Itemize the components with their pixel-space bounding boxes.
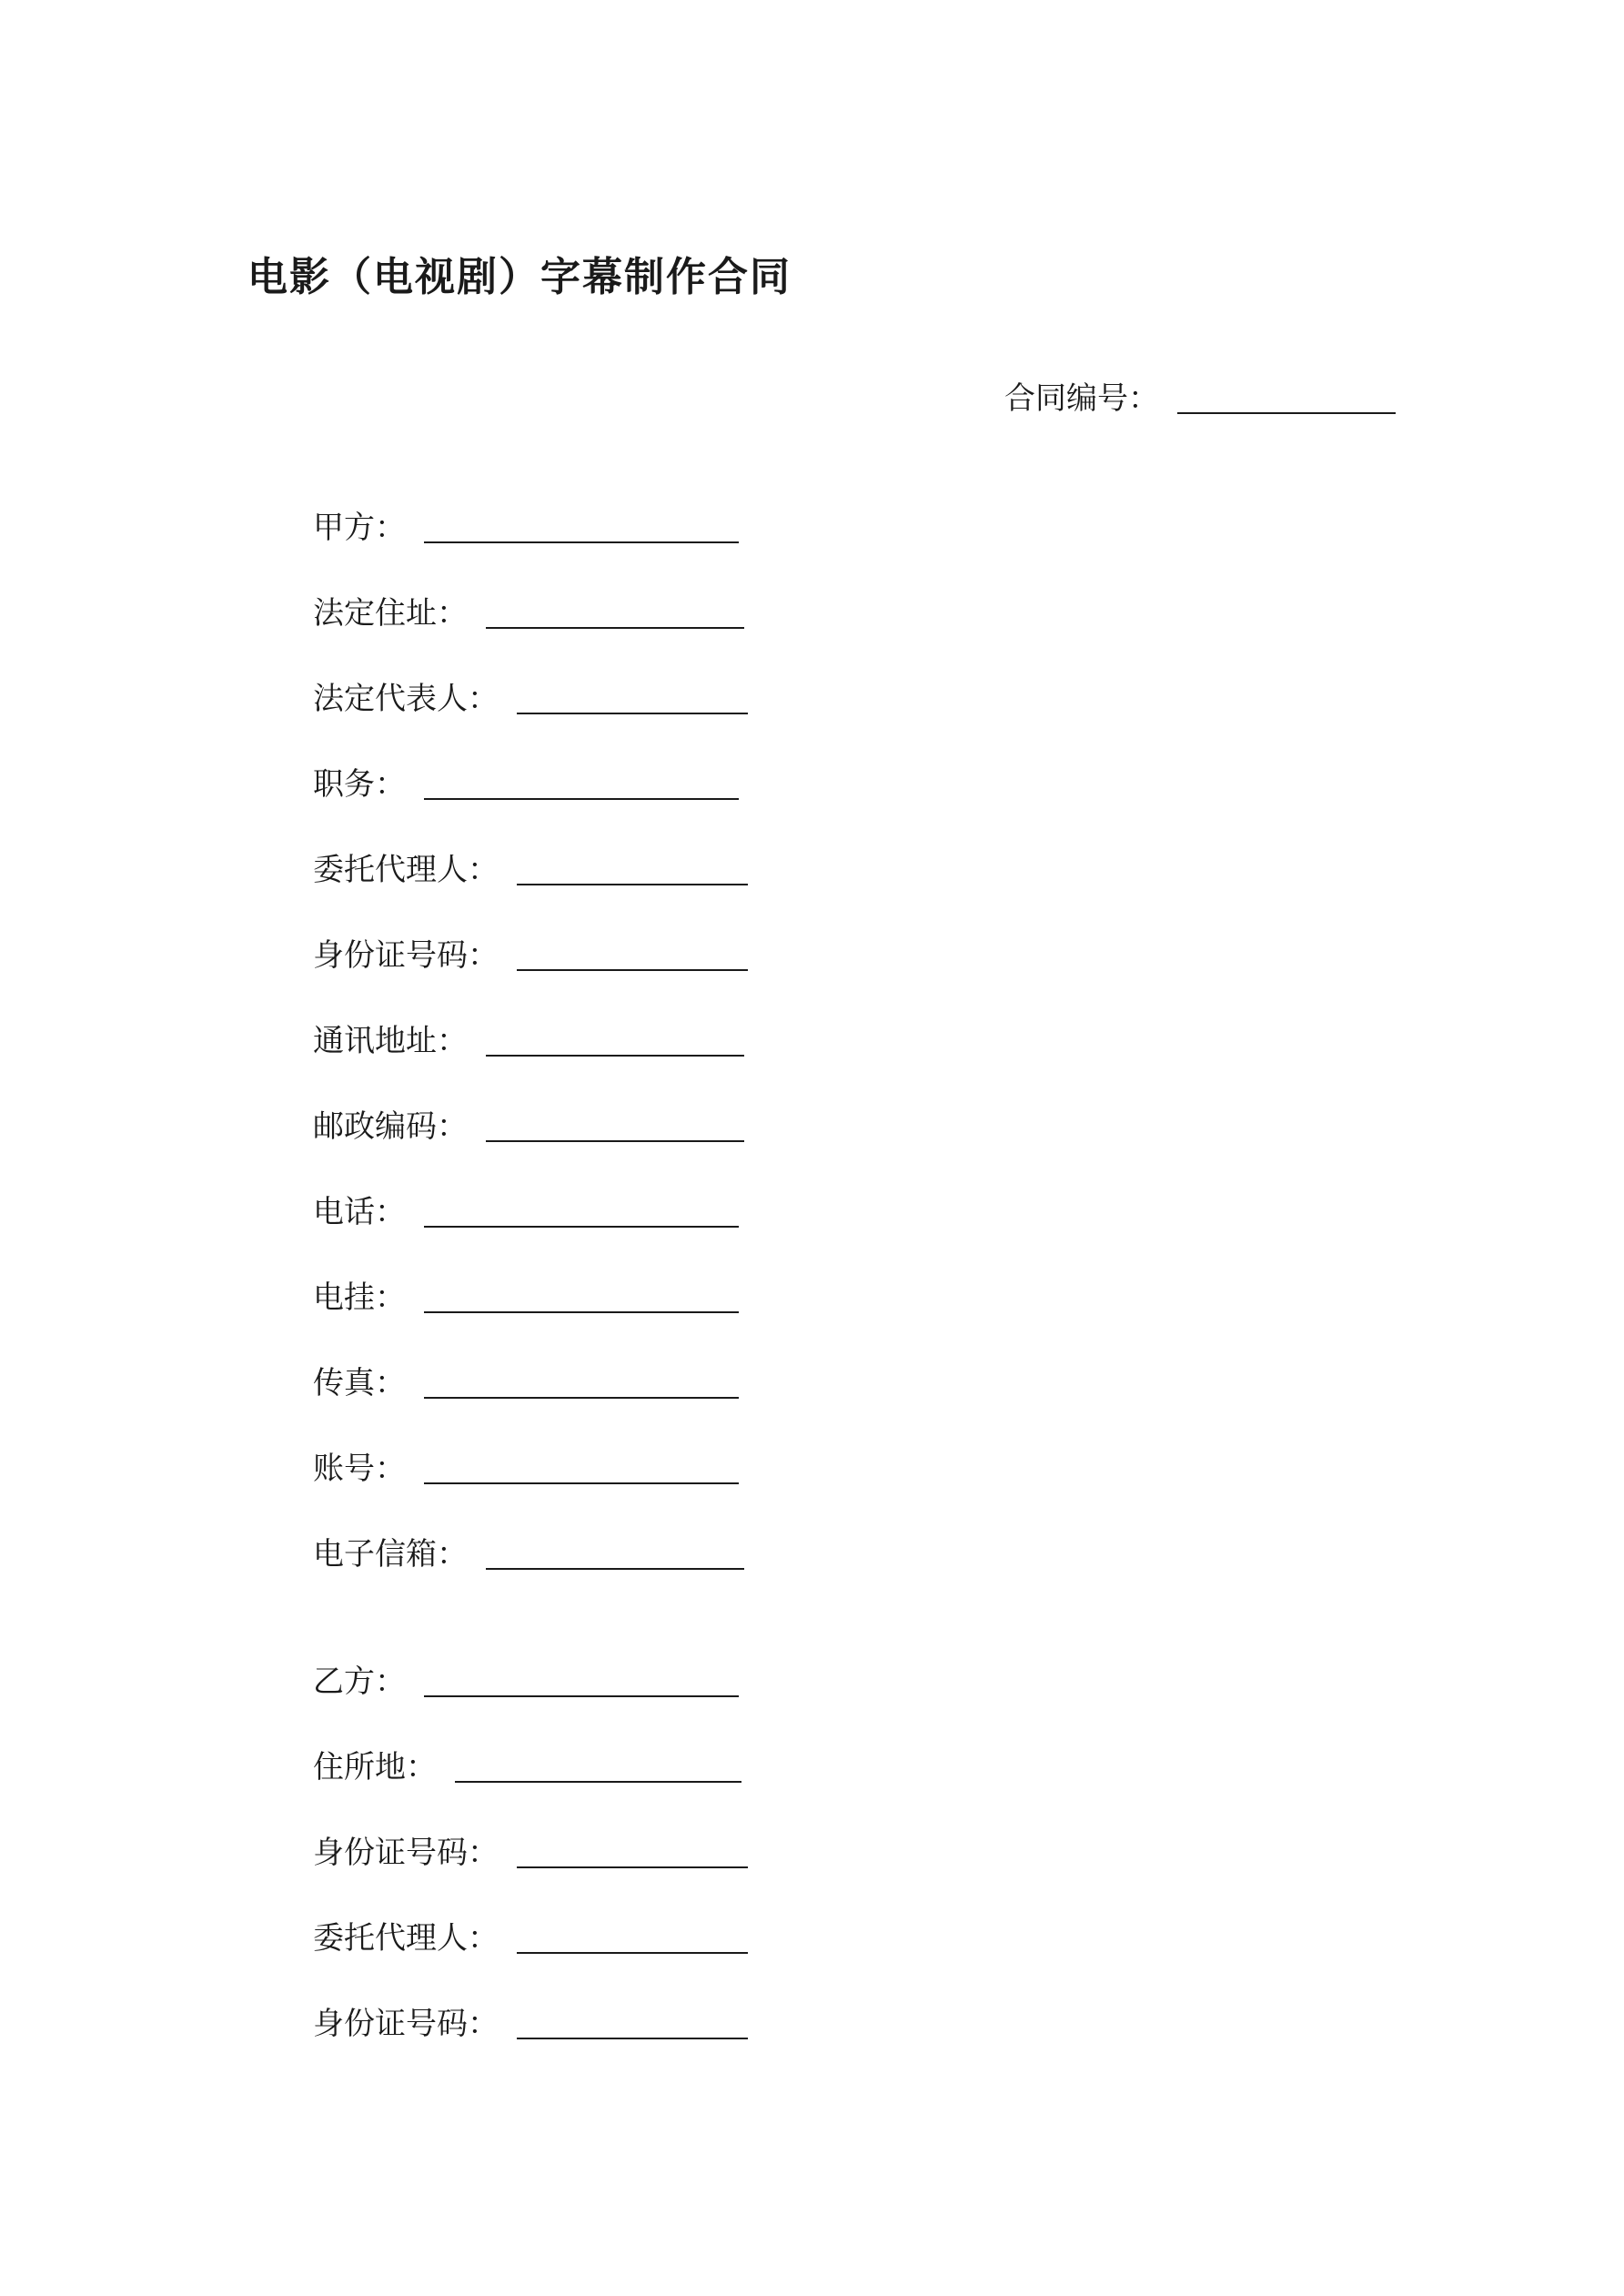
party-b-agent-id-field — [313, 1998, 748, 2043]
party-a-fax-label: 传真： — [313, 1365, 406, 1401]
party-b-name-field — [313, 1656, 739, 1701]
party-a-legal-rep-blank — [517, 685, 748, 714]
party-a-address-field — [313, 588, 744, 632]
party-a-name-blank — [424, 514, 739, 543]
party-b-id-field — [313, 1827, 748, 1872]
party-a-agent-field — [313, 845, 748, 889]
party-a-agent-blank — [517, 856, 748, 885]
party-a-email-blank — [486, 1541, 744, 1570]
party-a-fax-blank — [424, 1370, 739, 1399]
party-a-mail-address-label: 通讯地址： — [313, 1023, 468, 1059]
party-a-phone-label: 电话： — [313, 1194, 406, 1230]
party-b-id-label: 身份证号码： — [313, 1835, 499, 1871]
party-b-residence-field — [313, 1742, 741, 1786]
party-a-account-field — [313, 1443, 739, 1488]
party-a-name-label: 甲方： — [313, 510, 406, 546]
party-a-id-label: 身份证号码： — [313, 937, 499, 974]
party-a-position-label: 职务： — [313, 766, 406, 803]
party-a-postcode-blank — [486, 1113, 744, 1142]
party-b-residence-label: 住所地： — [313, 1749, 437, 1785]
party-b-name-blank — [424, 1668, 739, 1697]
party-a-phone-field — [313, 1187, 739, 1231]
party-a-position-field — [313, 759, 739, 804]
party-a-agent-label: 委托代理人： — [313, 852, 499, 888]
party-a-position-blank — [424, 771, 739, 800]
party-a-address-label: 法定住址： — [313, 595, 468, 632]
party-a-telex-field — [313, 1272, 739, 1317]
contract-number-field — [1004, 373, 1396, 418]
party-b-residence-blank — [455, 1754, 741, 1783]
party-a-phone-blank — [424, 1199, 739, 1228]
party-a-name-field — [313, 502, 739, 547]
party-a-id-blank — [517, 942, 748, 971]
party-b-agent-label: 委托代理人： — [313, 1920, 499, 1957]
party-a-mail-address-field — [313, 1016, 744, 1060]
party-a-telex-blank — [424, 1284, 739, 1313]
party-a-email-field — [313, 1529, 744, 1573]
contract-number-label: 合同编号： — [1004, 380, 1159, 417]
party-b-agent-id-label: 身份证号码： — [313, 2006, 499, 2042]
party-b-id-blank — [517, 1839, 748, 1868]
party-a-legal-rep-label: 法定代表人： — [313, 681, 499, 717]
party-a-fax-field — [313, 1358, 739, 1402]
party-b-agent-field — [313, 1913, 748, 1957]
party-a-id-field — [313, 930, 748, 975]
party-a-account-label: 账号： — [313, 1451, 406, 1487]
party-b-agent-id-blank — [517, 2010, 748, 2039]
party-b-name-label: 乙方： — [313, 1664, 406, 1700]
document-title: 电影（电视剧）字幕制作合同 — [247, 254, 792, 300]
party-a-telex-label: 电挂： — [313, 1279, 406, 1316]
party-a-email-label: 电子信箱： — [313, 1536, 468, 1573]
party-a-legal-rep-field — [313, 673, 748, 718]
party-a-mail-address-blank — [486, 1027, 744, 1057]
party-a-address-blank — [486, 600, 744, 629]
party-b-agent-blank — [517, 1925, 748, 1954]
party-a-account-blank — [424, 1455, 739, 1484]
party-a-postcode-label: 邮政编码： — [313, 1108, 468, 1145]
contract-number-blank — [1177, 385, 1396, 414]
party-a-postcode-field — [313, 1101, 744, 1146]
